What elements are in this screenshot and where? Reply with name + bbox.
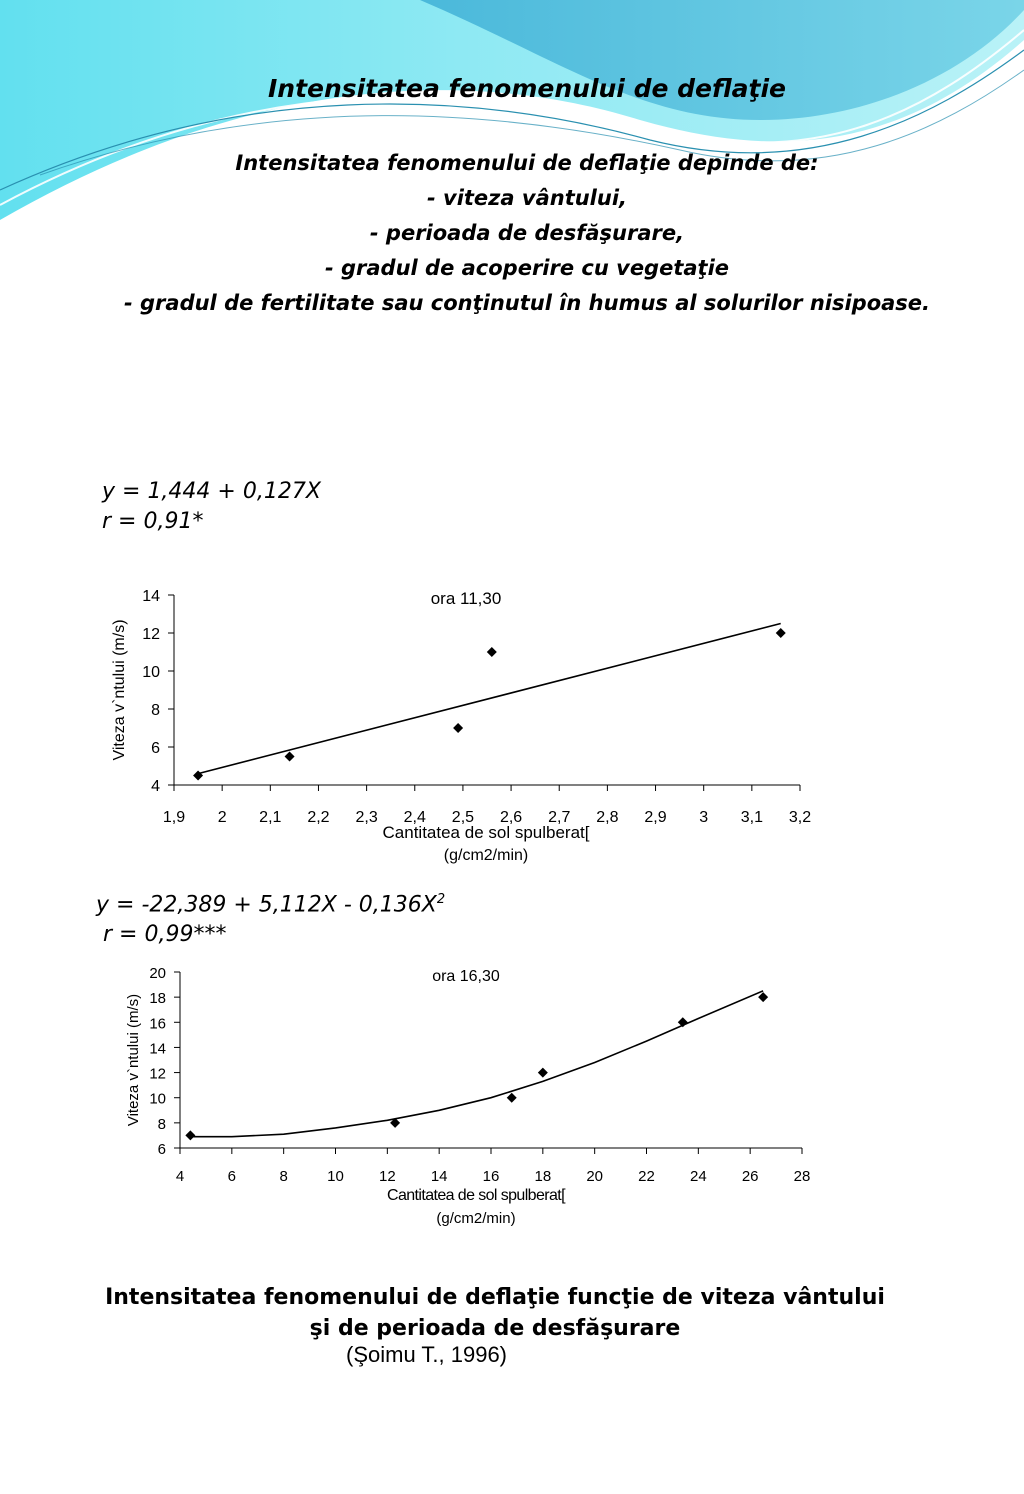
- chart2-data-point: [507, 1093, 517, 1103]
- chart1-r-value: r = 0,91*: [102, 509, 204, 534]
- chart2-x-tick-label: 6: [227, 1168, 237, 1185]
- chart1-data-point: [285, 752, 295, 762]
- intro-item: - gradul de fertilitate sau conţinutul în humus al solurilor nisipoase.: [123, 291, 931, 315]
- chart1-y-axis-label: Viteza v`ntului (m/s): [111, 619, 128, 761]
- chart2-equation: y = -22,389 + 5,112X - 0,136X: [96, 892, 437, 918]
- chart1-y-tick-label: 4: [151, 778, 160, 795]
- chart1-title: ora 11,30: [430, 589, 502, 608]
- chart2-trendline: [190, 991, 763, 1137]
- chart2-x-tick-label: 18: [534, 1168, 552, 1185]
- chart1-x-tick-label: 2,9: [644, 809, 667, 826]
- chart1-x-axis-label: Cantitatea de sol spulberat[: [382, 823, 590, 842]
- chart2-y-tick-label: 14: [149, 1040, 166, 1058]
- chart1-y-tick-label: 8: [151, 702, 160, 719]
- chart1-x-tick-label: 2,7: [548, 809, 571, 826]
- chart1-ora-11-30: [0, 570, 1024, 870]
- chart2-x-tick-label: 22: [638, 1168, 655, 1185]
- chart2-r-value: r = 0,99***: [103, 922, 227, 948]
- figure-source: (Şoimu T., 1996): [346, 1342, 508, 1367]
- chart1-data-point: [453, 723, 463, 733]
- chart2-x-tick-label: 28: [793, 1168, 811, 1185]
- chart2-data-point: [538, 1068, 548, 1078]
- chart2-ora-16-30: [0, 950, 1024, 1240]
- caption-line2: şi de perioada de desfăşurare: [309, 1316, 681, 1341]
- figure-caption: [0, 1282, 990, 1344]
- chart2-y-tick-label: 6: [157, 1141, 166, 1158]
- intro-lead: Intensitatea fenomenului de deflaţie depinde de:: [235, 151, 819, 175]
- chart2-x-tick-label: 10: [327, 1168, 344, 1185]
- chart1-x-tick-label: 2,8: [596, 809, 619, 826]
- chart1-equation: y = 1,444 + 0,127X: [102, 479, 321, 504]
- chart2-x-tick-label: 26: [741, 1168, 759, 1185]
- chart1-x-tick-label: 2: [217, 809, 227, 826]
- chart2-y-axis-label: Viteza v`ntului (m/s): [125, 993, 142, 1127]
- chart1-x-tick-label: 2,4: [403, 809, 426, 826]
- chart1-x-tick-label: 3: [699, 809, 709, 826]
- chart2-x-axis-unit: (g/cm2/min): [436, 1210, 516, 1227]
- chart1-x-tick-label: 2,6: [499, 809, 523, 826]
- chart1-x-tick-label: 2,2: [307, 809, 330, 826]
- page-title: Intensitatea fenomenului de deflaţie: [267, 74, 787, 103]
- intro-item: - perioada de desfăşurare,: [369, 221, 685, 245]
- chart1-data-point: [487, 647, 497, 657]
- chart1-y-tick-label: 6: [151, 740, 160, 757]
- chart2-x-tick-label: 20: [586, 1168, 604, 1185]
- intro-item: - viteza vântului,: [426, 186, 628, 210]
- chart1-x-tick-label: 3,2: [788, 809, 812, 826]
- chart2-x-tick-label: 14: [430, 1168, 448, 1185]
- chart1-x-tick-label: 2,5: [451, 809, 475, 826]
- chart2-equation-block: [96, 885, 445, 950]
- chart1-y-tick-label: 14: [142, 588, 160, 605]
- chart1-x-tick-label: 2,3: [355, 809, 378, 826]
- caption-line1: Intensitatea fenomenului de deflaţie funcţie de viteza vântului: [105, 1285, 885, 1310]
- chart2-x-tick-label: 4: [175, 1168, 185, 1185]
- chart1-y-tick-label: 10: [142, 664, 160, 681]
- chart2-x-tick-label: 8: [279, 1168, 288, 1185]
- chart2-data-point: [758, 992, 768, 1002]
- chart1-y-tick-label: 12: [142, 626, 160, 643]
- intro-block: [0, 146, 1024, 321]
- chart1-x-tick-label: 3,1: [740, 809, 763, 826]
- chart1-trendline: [198, 624, 781, 774]
- chart2-title: ora 16,30: [432, 968, 500, 985]
- chart2-x-axis-label: Cantitatea de sol spulberat[: [387, 1187, 565, 1204]
- chart1-data-point: [776, 628, 786, 638]
- chart2-y-tick-label: 12: [149, 1065, 166, 1083]
- intro-item: - gradul de acoperire cu vegetaţie: [324, 256, 730, 280]
- chart2-x-tick-label: 16: [482, 1168, 500, 1185]
- chart2-data-point: [185, 1130, 195, 1140]
- chart2-y-tick-label: 20: [149, 965, 166, 982]
- chart2-x-tick-label: 12: [378, 1168, 396, 1185]
- chart2-y-tick-label: 16: [149, 1015, 166, 1033]
- chart1-x-tick-label: 2,1: [259, 809, 282, 826]
- chart2-x-tick-label: 24: [689, 1168, 707, 1185]
- chart2-data-point: [678, 1017, 688, 1027]
- chart1-equation-block: [102, 477, 321, 537]
- chart2-equation-exponent: 2: [436, 892, 446, 907]
- chart1-x-tick-label: 1,9: [162, 809, 186, 826]
- chart2-y-tick-label: 10: [149, 1090, 166, 1108]
- chart2-y-tick-label: 8: [157, 1115, 166, 1133]
- chart2-y-tick-label: 18: [149, 990, 166, 1008]
- chart1-x-axis-unit: (g/cm2/min): [443, 847, 529, 864]
